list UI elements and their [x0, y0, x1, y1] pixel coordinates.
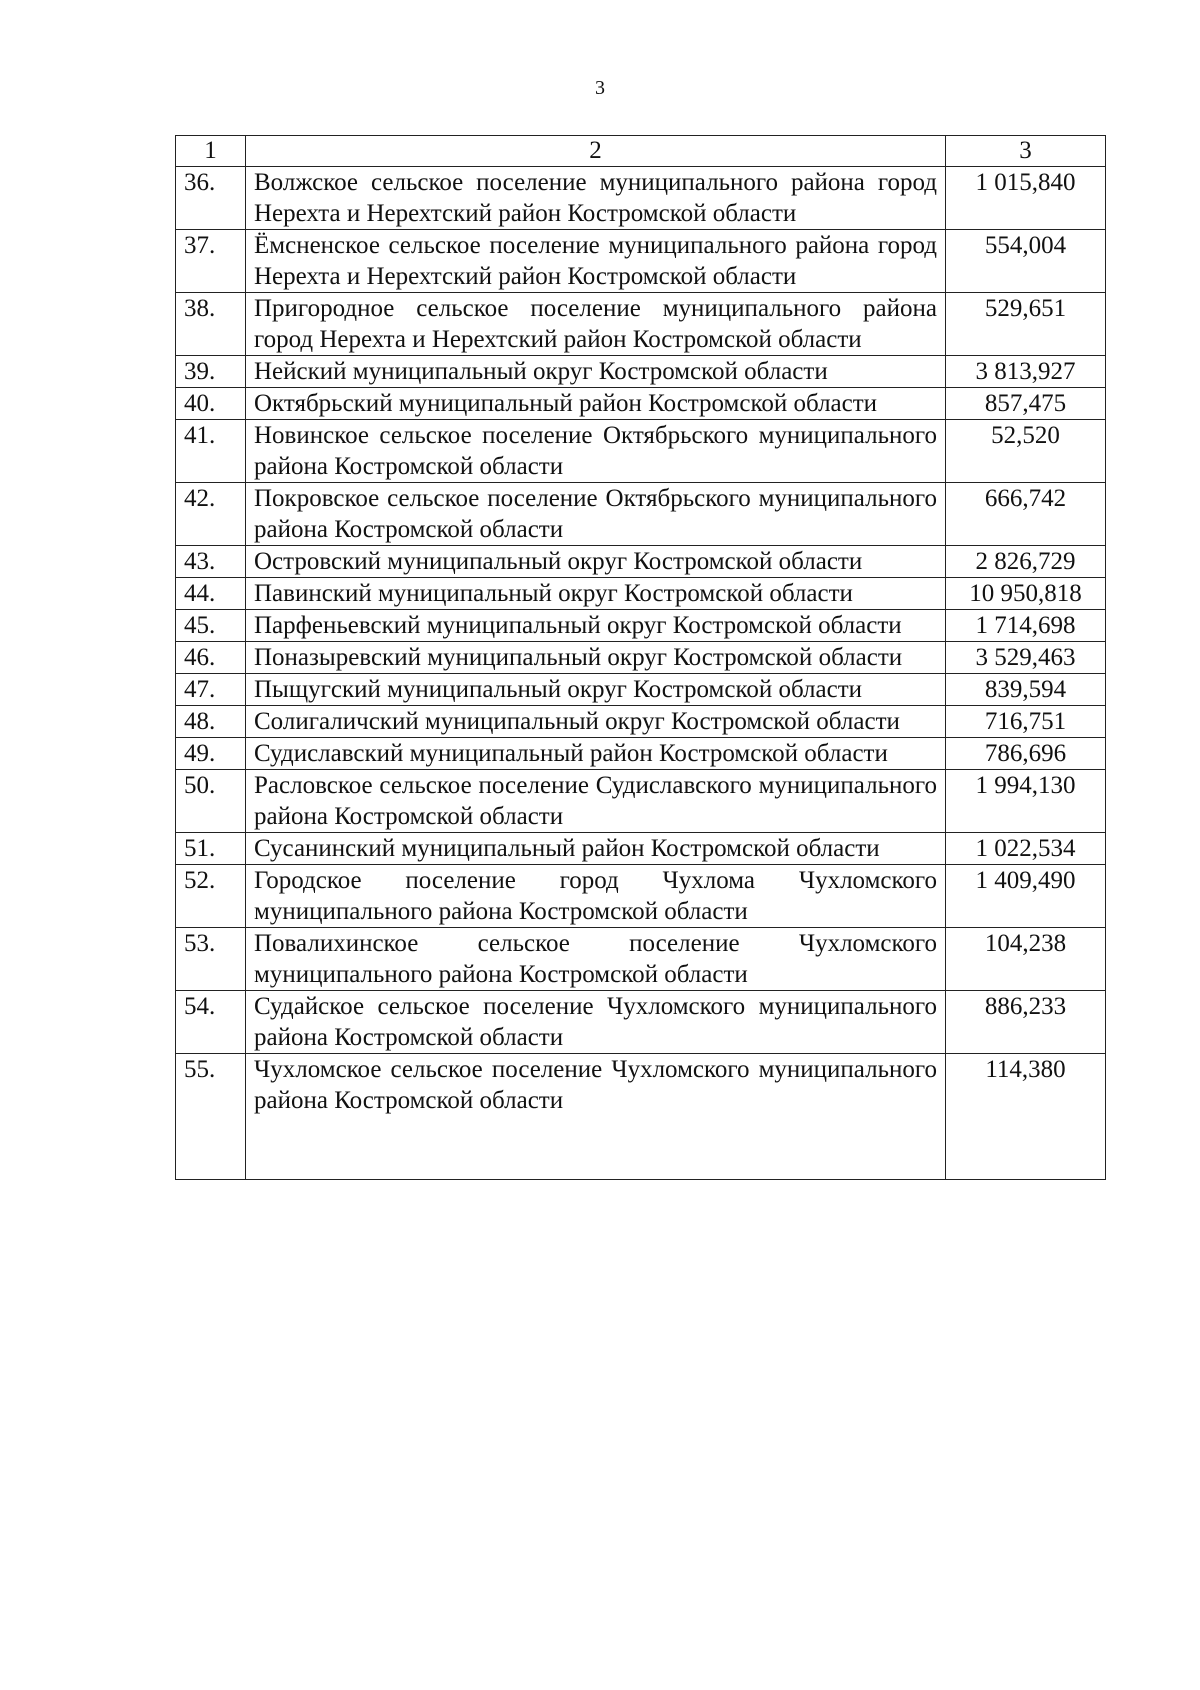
row-name: Расловское сельское поселение Судиславского муниципального района Костромской области — [246, 770, 946, 833]
header-row — [176, 136, 1106, 167]
header-cell-number: 1 — [176, 136, 246, 167]
table-row — [176, 167, 1106, 230]
table-row — [176, 610, 1106, 642]
table-row — [176, 706, 1106, 738]
table-row — [176, 546, 1106, 578]
row-name: Судиславский муниципальный район Костромской области — [246, 738, 946, 770]
table-row — [176, 1054, 1106, 1180]
row-name: Нейский муниципальный округ Костромской области — [246, 356, 946, 388]
row-number: 49. — [176, 738, 246, 770]
table-row — [176, 483, 1106, 546]
row-number: 47. — [176, 674, 246, 706]
row-name: Парфеньевский муниципальный округ Костромской области — [246, 610, 946, 642]
table-row — [176, 356, 1106, 388]
row-value: 554,004 — [946, 230, 1106, 293]
header-cell-value: 3 — [946, 136, 1106, 167]
table-row — [176, 578, 1106, 610]
row-name: Октябрьский муниципальный район Костромской области — [246, 388, 946, 420]
row-name: Павинский муниципальный округ Костромской области — [246, 578, 946, 610]
row-number: 41. — [176, 420, 246, 483]
row-value: 666,742 — [946, 483, 1106, 546]
row-name: Волжское сельское поселение муниципального района город Нерехта и Нерехтский район Костромской области — [246, 167, 946, 230]
row-name: Ёмсненское сельское поселение муниципального района город Нерехта и Нерехтский район Костромской области — [246, 230, 946, 293]
row-number: 43. — [176, 546, 246, 578]
row-value: 2 826,729 — [946, 546, 1106, 578]
row-name: Сусанинский муниципальный район Костромской области — [246, 833, 946, 865]
row-number: 53. — [176, 928, 246, 991]
row-number: 46. — [176, 642, 246, 674]
row-number: 55. — [176, 1054, 246, 1180]
table-row — [176, 991, 1106, 1054]
row-value: 104,238 — [946, 928, 1106, 991]
row-name: Новинское сельское поселение Октябрьского муниципального района Костромской области — [246, 420, 946, 483]
row-number: 40. — [176, 388, 246, 420]
row-number: 38. — [176, 293, 246, 356]
row-name: Покровское сельское поселение Октябрьского муниципального района Костромской области — [246, 483, 946, 546]
table-row — [176, 928, 1106, 991]
header-cell-name: 2 — [246, 136, 946, 167]
row-number: 45. — [176, 610, 246, 642]
row-value: 114,380 — [946, 1054, 1106, 1180]
table-row — [176, 642, 1106, 674]
row-value: 1 994,130 — [946, 770, 1106, 833]
row-number: 52. — [176, 865, 246, 928]
row-number: 54. — [176, 991, 246, 1054]
table-row — [176, 388, 1106, 420]
row-value: 857,475 — [946, 388, 1106, 420]
table-row — [176, 738, 1106, 770]
table-row — [176, 770, 1106, 833]
row-value: 786,696 — [946, 738, 1106, 770]
row-value: 1 022,534 — [946, 833, 1106, 865]
row-name: Солигаличский муниципальный округ Костромской области — [246, 706, 946, 738]
row-value: 1 015,840 — [946, 167, 1106, 230]
table-row — [176, 230, 1106, 293]
row-number: 36. — [176, 167, 246, 230]
row-number: 39. — [176, 356, 246, 388]
row-value: 3 813,927 — [946, 356, 1106, 388]
row-number: 44. — [176, 578, 246, 610]
row-number: 37. — [176, 230, 246, 293]
row-value: 52,520 — [946, 420, 1106, 483]
row-number: 50. — [176, 770, 246, 833]
allocation-table — [175, 135, 1106, 1180]
row-value: 1 714,698 — [946, 610, 1106, 642]
table-row — [176, 865, 1106, 928]
row-name: Пригородное сельское поселение муниципального района город Нерехта и Нерехтский район Костромской области — [246, 293, 946, 356]
page-number: 3 — [595, 77, 605, 99]
row-number: 48. — [176, 706, 246, 738]
row-value: 839,594 — [946, 674, 1106, 706]
row-value: 1 409,490 — [946, 865, 1106, 928]
row-name: Повалихинское сельское поселение Чухломского муниципального района Костромской области — [246, 928, 946, 991]
row-value: 3 529,463 — [946, 642, 1106, 674]
row-value: 10 950,818 — [946, 578, 1106, 610]
row-value: 716,751 — [946, 706, 1106, 738]
row-name: Городское поселение город Чухлома Чухломского муниципального района Костромской области — [246, 865, 946, 928]
row-name: Судайское сельское поселение Чухломского муниципального района Костромской области — [246, 991, 946, 1054]
table-row — [176, 833, 1106, 865]
row-value: 529,651 — [946, 293, 1106, 356]
table-row — [176, 420, 1106, 483]
table-row — [176, 293, 1106, 356]
row-name: Чухломское сельское поселение Чухломского муниципального района Костромской области — [246, 1054, 946, 1180]
table-row — [176, 674, 1106, 706]
row-name: Островский муниципальный округ Костромской области — [246, 546, 946, 578]
row-name: Поназыревский муниципальный округ Костромской области — [246, 642, 946, 674]
row-value: 886,233 — [946, 991, 1106, 1054]
row-number: 42. — [176, 483, 246, 546]
row-number: 51. — [176, 833, 246, 865]
row-name: Пыщугский муниципальный округ Костромской области — [246, 674, 946, 706]
